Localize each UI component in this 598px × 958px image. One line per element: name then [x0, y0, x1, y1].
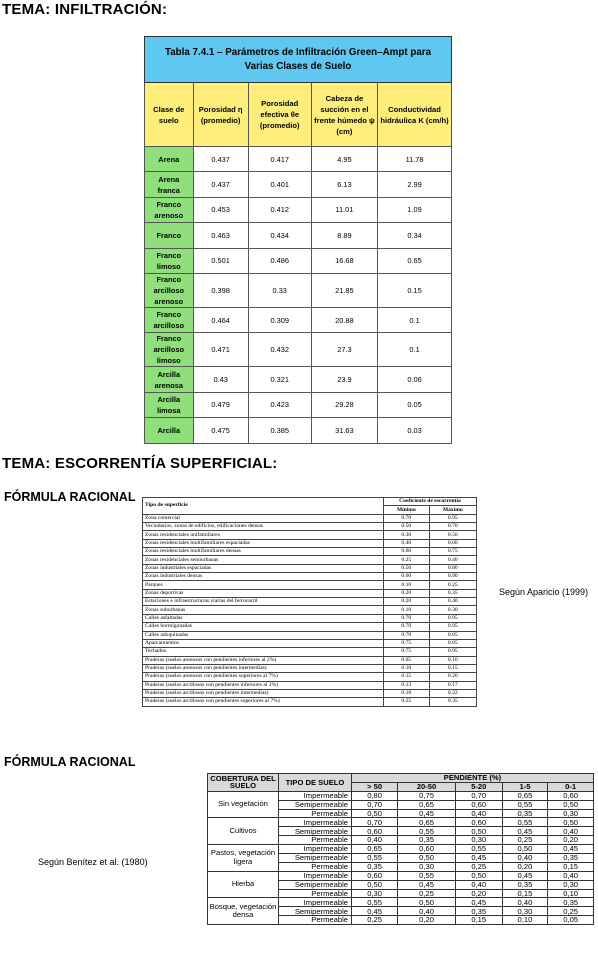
coefficient-cell: 0,30 [352, 889, 398, 898]
value-cell: 0.437 [193, 172, 248, 197]
coefficient-cell: 0.35 [429, 589, 476, 597]
cover-cell: Pastos, vegetación ligera [208, 845, 279, 872]
value-cell: 0.1 [378, 307, 452, 332]
coefficient-cell: 0,40 [502, 854, 548, 863]
coefficient-cell: 0,45 [398, 880, 456, 889]
value-cell: 0.05 [378, 392, 452, 417]
table-row [145, 418, 452, 443]
table-row [143, 614, 477, 622]
runoff-heading: TEMA: ESCORRENTÍA SUPERFICIAL: [2, 455, 278, 472]
surface-type-cell: Praderas (suelos arcillosos con pendientes intermedias) [143, 689, 384, 697]
coefficient-cell: 0,40 [352, 836, 398, 845]
table-row [143, 689, 477, 697]
coefficient-cell: 0,35 [548, 854, 594, 863]
coefficient-cell: 0,20 [455, 889, 502, 898]
coefficient-cell: 0,60 [548, 791, 594, 800]
surface-type-cell: Praderas (suelos arenosos con pendientes superiores al 7%) [143, 673, 384, 681]
value-cell: 0.501 [193, 248, 248, 273]
value-cell: 0.471 [193, 333, 248, 367]
coefficient-cell: 0.17 [429, 681, 476, 689]
coefficient-cell: 0.30 [384, 531, 430, 539]
table-row [145, 273, 452, 307]
value-cell: 0.417 [248, 147, 311, 172]
cover-cell: Sin vegetación [208, 791, 279, 818]
coefficient-cell: 0,65 [352, 845, 398, 854]
coefficient-cell: 0,45 [548, 845, 594, 854]
value-cell: 0.479 [193, 392, 248, 417]
coefficient-cell: 0,25 [352, 916, 398, 925]
value-cell: 20.88 [311, 307, 377, 332]
aparicio-coefficient-table [142, 497, 477, 707]
table-row [145, 197, 452, 222]
coefficient-cell: 0,45 [352, 907, 398, 916]
col-runoff-coefficient: Coeficiente de escorrentía [384, 498, 477, 506]
coefficient-cell: 0,45 [502, 871, 548, 880]
soil-type-cell: Permeable [279, 836, 352, 845]
coefficient-cell: 0,60 [352, 827, 398, 836]
coefficient-cell: 0.95 [429, 514, 476, 522]
coefficient-cell: 0,65 [398, 800, 456, 809]
source-benitez: Según Benítez et al. (1980) [38, 857, 148, 867]
value-cell: 0.65 [378, 248, 452, 273]
soil-type-cell: Permeable [279, 916, 352, 925]
table-row [143, 664, 477, 672]
coefficient-cell: 0.95 [429, 648, 476, 656]
table-row [145, 172, 452, 197]
coefficient-cell: 0,45 [455, 854, 502, 863]
coefficient-cell: 0,20 [398, 916, 456, 925]
cover-cell: Bosque, vegetación densa [208, 898, 279, 925]
green-ampt-table-container [144, 36, 452, 444]
value-cell: 0.398 [193, 273, 248, 307]
slope-header: > 50 [352, 782, 398, 791]
surface-type-cell: Zonas residenciales unifamiliares [143, 531, 384, 539]
coefficient-cell: 0,20 [548, 836, 594, 845]
coefficient-cell: 0.22 [429, 689, 476, 697]
surface-type-cell: Zonas residenciales multifamiliares espaciadas [143, 539, 384, 547]
table-row [143, 656, 477, 664]
table-row [143, 673, 477, 681]
surface-type-cell: Praderas (suelos arenosos con pendientes intermedias) [143, 664, 384, 672]
coefficient-cell: 0.75 [384, 648, 430, 656]
value-cell: 0.412 [248, 197, 311, 222]
coefficient-cell: 0,50 [352, 809, 398, 818]
coefficient-cell: 0,50 [502, 845, 548, 854]
coefficient-cell: 0,45 [398, 809, 456, 818]
coefficient-cell: 0,55 [502, 800, 548, 809]
table-row [145, 223, 452, 248]
surface-type-cell: Calles asfaltadas [143, 614, 384, 622]
coefficient-cell: 0,50 [548, 818, 594, 827]
table-row [143, 589, 477, 597]
coefficient-cell: 0,45 [502, 827, 548, 836]
value-cell: 0.434 [248, 223, 311, 248]
value-cell: 0.06 [378, 367, 452, 392]
coefficient-cell: 0,70 [352, 800, 398, 809]
table-row [145, 392, 452, 417]
coefficient-cell: 0,15 [502, 889, 548, 898]
value-cell: 0.43 [193, 367, 248, 392]
soil-type-cell: Semipermeable [279, 854, 352, 863]
coefficient-cell: 0,55 [455, 845, 502, 854]
coefficient-cell: 0.35 [429, 698, 476, 706]
cover-cell: Cultivos [208, 818, 279, 845]
coefficient-cell: 0,20 [502, 862, 548, 871]
value-cell: 0.453 [193, 197, 248, 222]
value-cell: 29.28 [311, 392, 377, 417]
table-row [143, 573, 477, 581]
soil-class-cell: Franco arcilloso arenoso [145, 273, 194, 307]
coefficient-cell: 0,25 [548, 907, 594, 916]
surface-type-cell: Estaciones e infraestructuras viarias del ferrocarril [143, 598, 384, 606]
value-cell: 0.463 [193, 223, 248, 248]
coefficient-cell: 0.95 [429, 614, 476, 622]
soil-type-cell: Semipermeable [279, 800, 352, 809]
coefficient-cell: 0,50 [398, 854, 456, 863]
coefficient-cell: 0.05 [384, 656, 430, 664]
surface-type-cell: Praderas (suelos arenosos con pendientes inferiores al 2%) [143, 656, 384, 664]
soil-type-cell: Impermeable [279, 871, 352, 880]
table-row [143, 623, 477, 631]
col-surface-type: Tipo de superficie [143, 498, 384, 515]
benitez-table-container [207, 773, 594, 925]
value-cell: 11.01 [311, 197, 377, 222]
coefficient-cell: 0.10 [384, 664, 430, 672]
value-cell: 1.09 [378, 197, 452, 222]
coefficient-cell: 0,40 [548, 871, 594, 880]
source-aparicio: Según Aparicio (1999) [499, 587, 589, 597]
soil-type-cell: Semipermeable [279, 827, 352, 836]
coefficient-cell: 0,65 [398, 818, 456, 827]
coefficient-cell: 0.60 [384, 548, 430, 556]
green-ampt-table [144, 36, 452, 444]
surface-type-cell: Zonas deportivas [143, 589, 384, 597]
table-row [143, 514, 477, 522]
value-cell: 11.78 [378, 147, 452, 172]
coefficient-cell: 0,40 [502, 898, 548, 907]
coefficient-cell: 0,55 [352, 854, 398, 863]
green-ampt-header: Clase de suelo [145, 83, 194, 147]
coefficient-cell: 0.13 [384, 681, 430, 689]
caption-line-1: Tabla 7.4.1 – Parámetros de Infiltración Green–Ampt para [164, 46, 432, 58]
surface-type-cell: Praderas (suelos arcillosos con pendientes superiores al 7%) [143, 698, 384, 706]
col-soil-type: TIPO DE SUELO [279, 774, 352, 792]
coefficient-cell: 0,65 [502, 791, 548, 800]
table-row [145, 147, 452, 172]
coefficient-cell: 0.10 [384, 606, 430, 614]
table-row [143, 698, 477, 706]
coefficient-cell: 0,50 [548, 800, 594, 809]
table-row [143, 681, 477, 689]
coefficient-cell: 0,30 [548, 880, 594, 889]
coefficient-cell: 0,70 [455, 791, 502, 800]
surface-type-cell: Aparcamientos [143, 639, 384, 647]
surface-type-cell: Zonas residenciales semiurbanas [143, 556, 384, 564]
coefficient-cell: 0.50 [384, 564, 430, 572]
coefficient-cell: 0,25 [398, 889, 456, 898]
table-row [143, 539, 477, 547]
coefficient-cell: 0.85 [429, 639, 476, 647]
coefficient-cell: 0,50 [455, 827, 502, 836]
coefficient-cell: 0.80 [429, 564, 476, 572]
coefficient-cell: 0.50 [384, 523, 430, 531]
coefficient-cell: 0.40 [429, 556, 476, 564]
green-ampt-header: Conductividad hidráulica K (cm/h) [378, 83, 452, 147]
coefficient-cell: 0,50 [352, 880, 398, 889]
value-cell: 8.89 [311, 223, 377, 248]
green-ampt-header: Porosidad efectiva θe (promedio) [248, 83, 311, 147]
soil-type-cell: Permeable [279, 809, 352, 818]
coefficient-cell: 0,30 [398, 862, 456, 871]
table-row [143, 631, 477, 639]
value-cell: 0.321 [248, 367, 311, 392]
coefficient-cell: 0,35 [502, 809, 548, 818]
value-cell: 21.85 [311, 273, 377, 307]
table-row [143, 523, 477, 531]
table-row [143, 581, 477, 589]
coefficient-cell: 0.70 [384, 631, 430, 639]
table-row [145, 248, 452, 273]
slope-header: 5-20 [455, 782, 502, 791]
coefficient-cell: 0,80 [352, 791, 398, 800]
value-cell: 0.464 [193, 307, 248, 332]
table-row [143, 598, 477, 606]
soil-type-cell: Impermeable [279, 898, 352, 907]
soil-class-cell: Arcilla [145, 418, 194, 443]
value-cell: 31.63 [311, 418, 377, 443]
table-row [143, 639, 477, 647]
soil-class-cell: Arena franca [145, 172, 194, 197]
table-row [143, 548, 477, 556]
coefficient-cell: 0,75 [398, 791, 456, 800]
coefficient-cell: 0.60 [384, 573, 430, 581]
value-cell: 0.15 [378, 273, 452, 307]
coefficient-cell: 0,30 [455, 836, 502, 845]
coefficient-cell: 0,10 [548, 889, 594, 898]
coefficient-cell: 0.70 [384, 614, 430, 622]
soil-type-cell: Permeable [279, 889, 352, 898]
surface-type-cell: Vecindarios, zonas de edificios, edificaciones densas [143, 523, 384, 531]
coefficient-cell: 0.70 [384, 514, 430, 522]
coefficient-cell: 0.75 [429, 548, 476, 556]
coefficient-cell: 0.40 [429, 598, 476, 606]
coefficient-cell: 0,15 [455, 916, 502, 925]
table-row [143, 531, 477, 539]
slope-header: 20-50 [398, 782, 456, 791]
table-row [145, 333, 452, 367]
soil-type-cell: Impermeable [279, 791, 352, 800]
coefficient-cell: 0,15 [548, 862, 594, 871]
cover-cell: Hierba [208, 871, 279, 898]
coefficient-cell: 0.15 [429, 664, 476, 672]
col-max: Máximo [429, 506, 476, 514]
value-cell: 16.68 [311, 248, 377, 273]
coefficient-cell: 0,60 [398, 845, 456, 854]
soil-class-cell: Arcilla arenosa [145, 367, 194, 392]
coefficient-cell: 0,30 [548, 809, 594, 818]
value-cell: 0.33 [248, 273, 311, 307]
soil-class-cell: Franco arcilloso [145, 307, 194, 332]
table-row [143, 648, 477, 656]
value-cell: 0.34 [378, 223, 452, 248]
slope-header: 1-5 [502, 782, 548, 791]
coefficient-cell: 0.60 [429, 539, 476, 547]
coefficient-cell: 0,40 [455, 809, 502, 818]
col-slope: PENDIENTE (%) [352, 774, 594, 783]
coefficient-cell: 0.90 [429, 573, 476, 581]
coefficient-cell: 0,10 [502, 916, 548, 925]
coefficient-cell: 0.15 [384, 673, 430, 681]
surface-type-cell: Calles hormigonadas [143, 623, 384, 631]
caption-line-2: Varias Clases de Suelo [244, 60, 352, 72]
coefficient-cell: 0,60 [352, 871, 398, 880]
coefficient-cell: 0,60 [455, 800, 502, 809]
table-row [208, 791, 594, 800]
infiltration-heading: TEMA: INFILTRACIÓN: [2, 1, 168, 18]
formula-title-1: FÓRMULA RACIONAL [4, 490, 136, 504]
value-cell: 0.437 [193, 147, 248, 172]
coefficient-cell: 0.25 [384, 698, 430, 706]
coefficient-cell: 0.30 [429, 606, 476, 614]
coefficient-cell: 0,25 [502, 836, 548, 845]
soil-class-cell: Franco arcilloso limoso [145, 333, 194, 367]
soil-class-cell: Arena [145, 147, 194, 172]
coefficient-cell: 0,40 [548, 827, 594, 836]
surface-type-cell: Zonas industriales densas [143, 573, 384, 581]
surface-type-cell: Parques [143, 581, 384, 589]
coefficient-cell: 0,35 [548, 898, 594, 907]
coefficient-cell: 0,55 [398, 871, 456, 880]
col-min: Mínimo [384, 506, 430, 514]
soil-type-cell: Impermeable [279, 845, 352, 854]
soil-class-cell: Franco arenoso [145, 197, 194, 222]
value-cell: 27.3 [311, 333, 377, 367]
surface-type-cell: Calles adoquinadas [143, 631, 384, 639]
soil-class-cell: Franco [145, 223, 194, 248]
coefficient-cell: 0,50 [455, 871, 502, 880]
coefficient-cell: 0.10 [429, 656, 476, 664]
soil-class-cell: Franco limoso [145, 248, 194, 273]
soil-class-cell: Arcilla limosa [145, 392, 194, 417]
table-row [208, 818, 594, 827]
slope-header: 0-1 [548, 782, 594, 791]
value-cell: 6.13 [311, 172, 377, 197]
coefficient-cell: 0,55 [352, 898, 398, 907]
table-row [208, 898, 594, 907]
coefficient-cell: 0.25 [384, 556, 430, 564]
coefficient-cell: 0,35 [398, 836, 456, 845]
green-ampt-caption [145, 37, 452, 83]
green-ampt-header: Cabeza de succión en el frente húmedo ψ (cm) [311, 83, 377, 147]
coefficient-cell: 0,35 [455, 907, 502, 916]
table-row [143, 564, 477, 572]
surface-type-cell: Techados [143, 648, 384, 656]
surface-type-cell: Zonas industriales espaciadas [143, 564, 384, 572]
soil-type-cell: Semipermeable [279, 880, 352, 889]
coefficient-cell: 0.25 [429, 581, 476, 589]
value-cell: 0.309 [248, 307, 311, 332]
coefficient-cell: 0,55 [398, 827, 456, 836]
coefficient-cell: 0,35 [352, 862, 398, 871]
value-cell: 23.9 [311, 367, 377, 392]
surface-type-cell: Praderas (suelos arcillosos con pendientes inferiores al 2%) [143, 681, 384, 689]
value-cell: 0.423 [248, 392, 311, 417]
value-cell: 2.99 [378, 172, 452, 197]
coefficient-cell: 0.50 [429, 531, 476, 539]
coefficient-cell: 0,25 [455, 862, 502, 871]
table-row [143, 606, 477, 614]
value-cell: 0.486 [248, 248, 311, 273]
col-cover: COBERTURA DEL SUELO [208, 774, 279, 792]
benitez-coefficient-table [207, 773, 594, 925]
value-cell: 4.95 [311, 147, 377, 172]
table-row [143, 556, 477, 564]
surface-type-cell: Zonas suburbanas [143, 606, 384, 614]
coefficient-cell: 0.70 [384, 623, 430, 631]
coefficient-cell: 0,40 [398, 907, 456, 916]
value-cell: 0.385 [248, 418, 311, 443]
value-cell: 0.1 [378, 333, 452, 367]
value-cell: 0.432 [248, 333, 311, 367]
coefficient-cell: 0,70 [352, 818, 398, 827]
coefficient-cell: 0,50 [398, 898, 456, 907]
value-cell: 0.401 [248, 172, 311, 197]
coefficient-cell: 0.40 [384, 539, 430, 547]
soil-type-cell: Semipermeable [279, 907, 352, 916]
value-cell: 0.03 [378, 418, 452, 443]
table-row [145, 307, 452, 332]
coefficient-cell: 0.18 [384, 689, 430, 697]
table-row [208, 845, 594, 854]
coefficient-cell: 0,05 [548, 916, 594, 925]
coefficient-cell: 0.20 [384, 589, 430, 597]
table-row [208, 871, 594, 880]
coefficient-cell: 0,45 [455, 898, 502, 907]
coefficient-cell: 0.20 [384, 598, 430, 606]
formula-title-2: FÓRMULA RACIONAL [4, 755, 136, 769]
coefficient-cell: 0,60 [455, 818, 502, 827]
surface-type-cell: Zona comercial [143, 514, 384, 522]
value-cell: 0.475 [193, 418, 248, 443]
soil-type-cell: Impermeable [279, 818, 352, 827]
coefficient-cell: 0,40 [455, 880, 502, 889]
aparicio-table-container [142, 497, 477, 707]
coefficient-cell: 0.95 [429, 623, 476, 631]
coefficient-cell: 0,35 [502, 880, 548, 889]
coefficient-cell: 0.75 [384, 639, 430, 647]
coefficient-cell: 0,55 [502, 818, 548, 827]
coefficient-cell: 0.85 [429, 631, 476, 639]
coefficient-cell: 0,30 [502, 907, 548, 916]
surface-type-cell: Zonas residenciales multifamiliares densas [143, 548, 384, 556]
coefficient-cell: 0.20 [429, 673, 476, 681]
soil-type-cell: Permeable [279, 862, 352, 871]
coefficient-cell: 0.70 [429, 523, 476, 531]
coefficient-cell: 0.10 [384, 581, 430, 589]
green-ampt-header: Porosidad η (promedio) [193, 83, 248, 147]
table-row [145, 367, 452, 392]
